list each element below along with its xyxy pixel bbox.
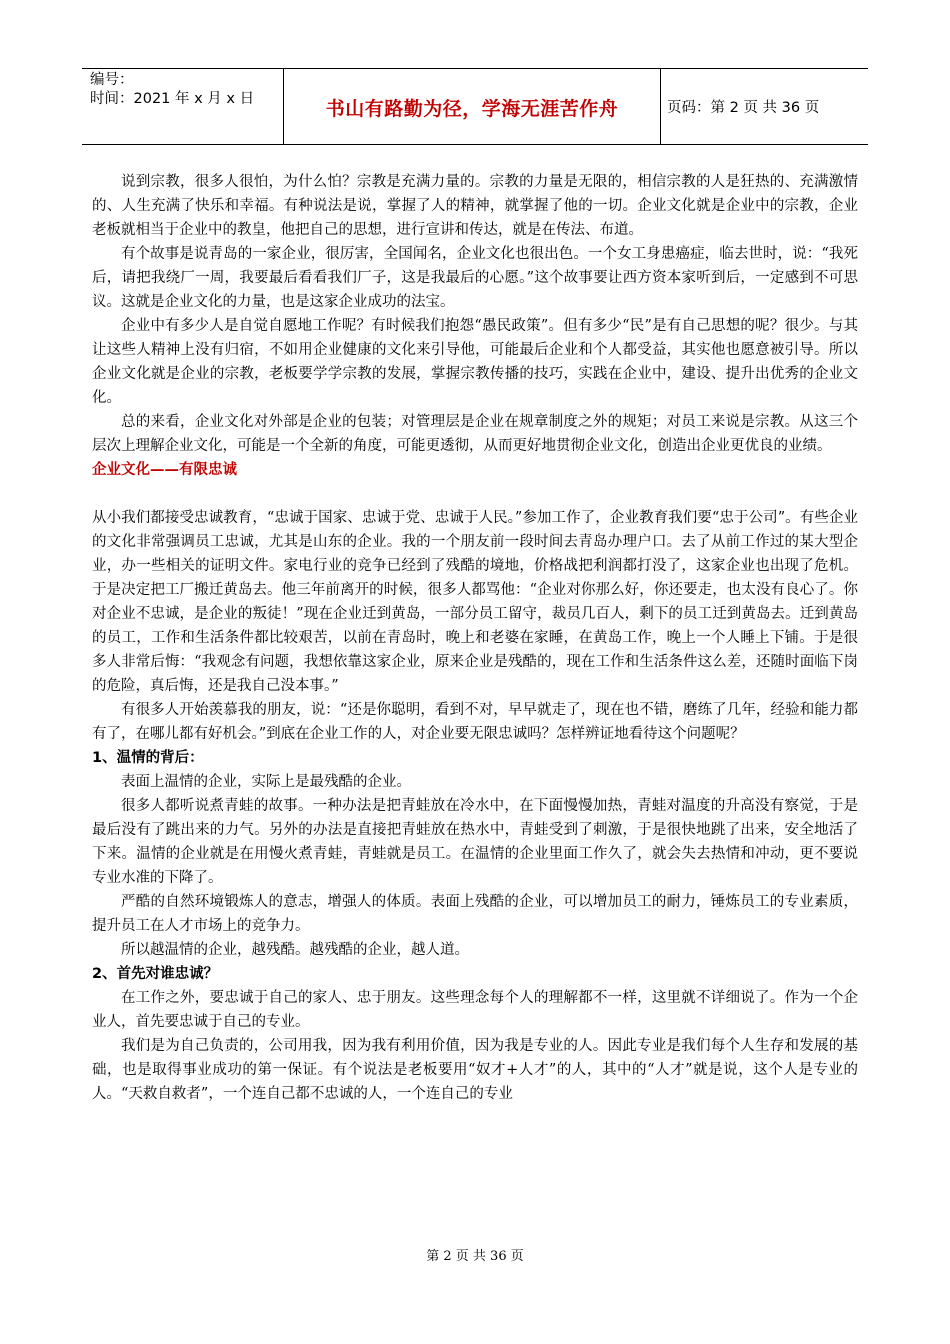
paragraph: 说到宗教，很多人很怕，为什么怕？宗教是充满力量的。宗教的力量是无限的，相信宗教的人是狂热的、充满激情的、人生充满了快乐和幸福。有种说法是说，掌握了人的精神，就掌握了他的一切。企业文化就是企业中的宗教，企业老板就相当于企业中的教皇，他把自己的思想，进行宣讲和传达，就是在传法、布道。 [92,174,858,238]
paragraph: 我们是为自己负责的，公司用我，因为我有利用价值，因为我是专业的人。因此专业是我们每个人生存和发展的基础，也是取得事业成功的第一保证。有个说法是老板要用“奴才+人才”的人，其中的“人才”就是说，这个人是专业的人。“天救自救者”，一个连自己都不忠诚的人，一个连自己的专业 [92,1038,858,1102]
paragraph: 有很多人开始羡慕我的朋友，说：“还是你聪明，看到不对，早早就走了，现在也不错，磨练了几年，经验和能力都有了，在哪儿都有好机会。”到底在企业工作的人，对企业要无限忠诚吗？怎样辨证地看待这个问题呢？ [92,702,858,742]
section-title: 企业文化——有限忠诚 [92,462,237,478]
page-footer: 第 2 页 共 36 页 [426,1249,524,1264]
header-motto-cell [284,69,661,144]
subsection-heading: 1、温情的背后： [92,750,204,766]
document-number-label: 编号： [90,72,134,88]
paragraph: 所以越温情的企业，越残酷。越残酷的企业，越人道。 [121,942,469,958]
header-motto: 书山有路勤为径，学海无涯苦作舟 [325,98,619,120]
paragraph: 很多人都听说煮青蛙的故事。一种办法是把青蛙放在冷水中，在下面慢慢加热，青蛙对温度的升高没有察觉，于是最后没有了跳出来的力气。另外的办法是直接把青蛙放在热水中，青蛙受到了刺激，于是很快地跳了出来，安全地活了下来。温情的企业就是在用慢火煮青蛙，青蛙就是员工。在温情的企业里面工作久了，就会失去热情和冲动，更不要说专业水准的下降了。 [92,798,858,886]
paragraph: 总的来看，企业文化对外部是企业的包装；对管理层是企业在规章制度之外的规矩；对员工来说是宗教。从这三个层次上理解企业文化，可能是一个全新的角度，可能更透彻，从而更好地贯彻企业文化，创造出企业更优良的业绩。 [92,414,858,454]
paragraph: 在工作之外，要忠诚于自己的家人、忠于朋友。这些理念每个人的理解都不一样，这里就不详细说了。作为一个企业人，首先要忠诚于自己的专业。 [92,990,858,1030]
header-meta-cell [82,69,284,144]
page-header [82,68,868,145]
paragraph: 企业中有多少人是自觉自愿地工作呢？有时候我们抱怨“愚民政策”。但有多少“民”是有自己思想的呢？很少。与其让这些人精神上没有归宿，不如用企业健康的文化来引导他，可能最后企业和个人都受益，其实他也愿意被引导。所以企业文化就是企业的宗教，老板要学学宗教的发展，掌握宗教传播的技巧，实践在企业中，建设、提升出优秀的企业文化。 [92,318,858,406]
paragraph: 从小我们都接受忠诚教育，“忠诚于国家、忠诚于党、忠诚于人民。”参加工作了，企业教育我们要“忠于公司”。有些企业的文化非常强调员工忠诚，尤其是山东的企业。我的一个朋友前一段时间去青岛办理户口。去了从前工作过的某大型企业，办一些相关的证明文件。家电行业的竞争已经到了残酷的境地，价格战把利润都打没了，这家企业也出现了危机。于是决定把工厂搬迁黄岛去。他三年前离开的时候，很多人都骂他：“企业对你那么好，你还要走，也太没有良心了。你对企业不忠诚，是企业的叛徒！”现在企业迁到黄岛，一部分员工留守，裁员几百人，剩下的员工迁到黄岛去。迁到黄岛的员工，工作和生活条件都比较艰苦，以前在青岛时，晚上和老婆在家睡，在黄岛工作，晚上一个人睡上下铺。于是很多人非常后悔：“我观念有问题，我想依靠这家企业，原来企业是残酷的，现在工作和生活条件这么差，还随时面临下岗的危险，真后悔，还是我自己没本事。” [92,510,858,694]
document-date: 时间：2021 年 x 月 x 日 [90,91,255,107]
paragraph: 严酷的自然环境锻炼人的意志，增强人的体质。表面上残酷的企业，可以增加员工的耐力，锤炼员工的专业素质，提升员工在人才市场上的竞争力。 [92,894,858,934]
subsection-heading: 2、首先对谁忠诚？ [92,966,219,982]
header-page-cell [661,69,868,144]
header-page-info: 页码：第 2 页 共 36 页 [667,100,820,116]
paragraph: 有个故事是说青岛的一家企业，很厉害，全国闻名，企业文化也很出色。一个女工身患癌症，临去世时，说：“我死后，请把我绕厂一周，我要最后看看我们厂子，这是我最后的心愿。”这个故事要让西方资本家听到后，一定感到不可思议。这就是企业文化的力量，也是这家企业成功的法宝。 [92,246,858,310]
paragraph: 表面上温情的企业，实际上是最残酷的企业。 [121,774,411,790]
document-body [92,170,858,1106]
section-spacer [92,482,858,506]
